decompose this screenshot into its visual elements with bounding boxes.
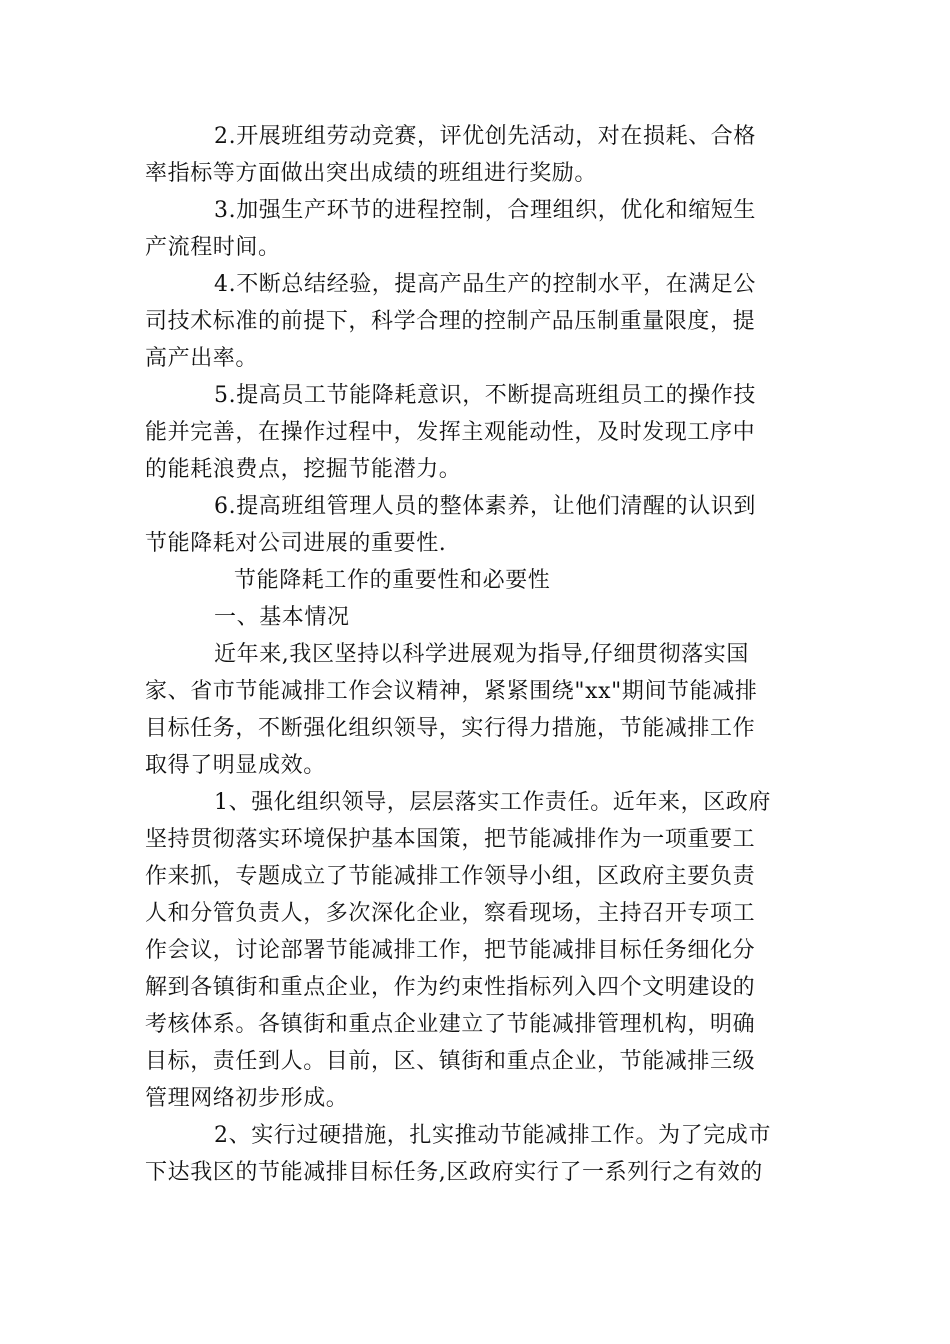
text-line: 4.不断总结经验，提高产品生产的控制水平，在满足公 — [214, 272, 756, 297]
document-body — [145, 118, 805, 1191]
text-line: 节能降耗对公司进展的重要性. — [145, 531, 447, 556]
text-line: 6.提高班组管理人员的整体素养，让他们清醒的认识到 — [214, 494, 756, 519]
text-line: 下达我区的节能减排目标任务,区政府实行了一系列行之有效的 — [145, 1160, 763, 1185]
text-line: 5.提高员工节能降耗意识，不断提高班组员工的操作技 — [214, 383, 756, 408]
text-line: 目标任务，不断强化组织领导，实行得力措施，节能减排工作 — [145, 716, 756, 741]
text-line: 取得了明显成效。 — [145, 753, 326, 778]
text-line: 坚持贯彻落实环境保护基本国策，把节能减排作为一项重要工 — [145, 827, 756, 852]
text-line: 人和分管负责人，多次深化企业，察看现场，主持召开专项工 — [145, 901, 756, 926]
section-title: 节能降耗工作的重要性和必要性 — [234, 568, 551, 593]
text-line: 能并完善，在操作过程中，发挥主观能动性，及时发现工序中 — [145, 420, 756, 445]
text-line: 高产出率。 — [145, 346, 259, 371]
text-line: 1、强化组织领导，层层落实工作责任。近年来，区政府 — [214, 790, 771, 815]
text-line: 管理网络初步形成。 — [145, 1086, 349, 1111]
section-heading: 一、基本情况 — [214, 605, 350, 630]
text-line: 考核体系。各镇街和重点企业建立了节能减排管理机构，明确 — [145, 1012, 756, 1037]
text-line: 产流程时间。 — [145, 235, 281, 260]
text-line: 2、实行过硬措施，扎实推动节能减排工作。为了完成市 — [214, 1123, 771, 1148]
text-line: 率指标等方面做出突出成绩的班组进行奖励。 — [145, 161, 598, 186]
text-line: 2.开展班组劳动竞赛，评优创先活动，对在损耗、合格 — [214, 124, 756, 149]
text-line: 作会议，讨论部署节能减排工作，把节能减排目标任务细化分 — [145, 938, 756, 963]
text-line: 的能耗浪费点，挖掘节能潜力。 — [145, 457, 462, 482]
text-line: 司技术标准的前提下，科学合理的控制产品压制重量限度，提 — [145, 309, 756, 334]
text-line: 作来抓，专题成立了节能减排工作领导小组，区政府主要负责 — [145, 864, 756, 889]
text-line: 目标，责任到人。目前，区、镇街和重点企业，节能减排三级 — [145, 1049, 756, 1074]
text-line: 家、省市节能减排工作会议精神，紧紧围绕"xx"期间节能减排 — [145, 679, 758, 704]
text-line: 3.加强生产环节的进程控制，合理组织，优化和缩短生 — [214, 198, 756, 223]
text-line: 解到各镇街和重点企业，作为约束性指标列入四个文明建设的 — [145, 975, 756, 1000]
text-line: 近年来,我区坚持以科学进展观为指导,仔细贯彻落实国 — [214, 642, 749, 667]
